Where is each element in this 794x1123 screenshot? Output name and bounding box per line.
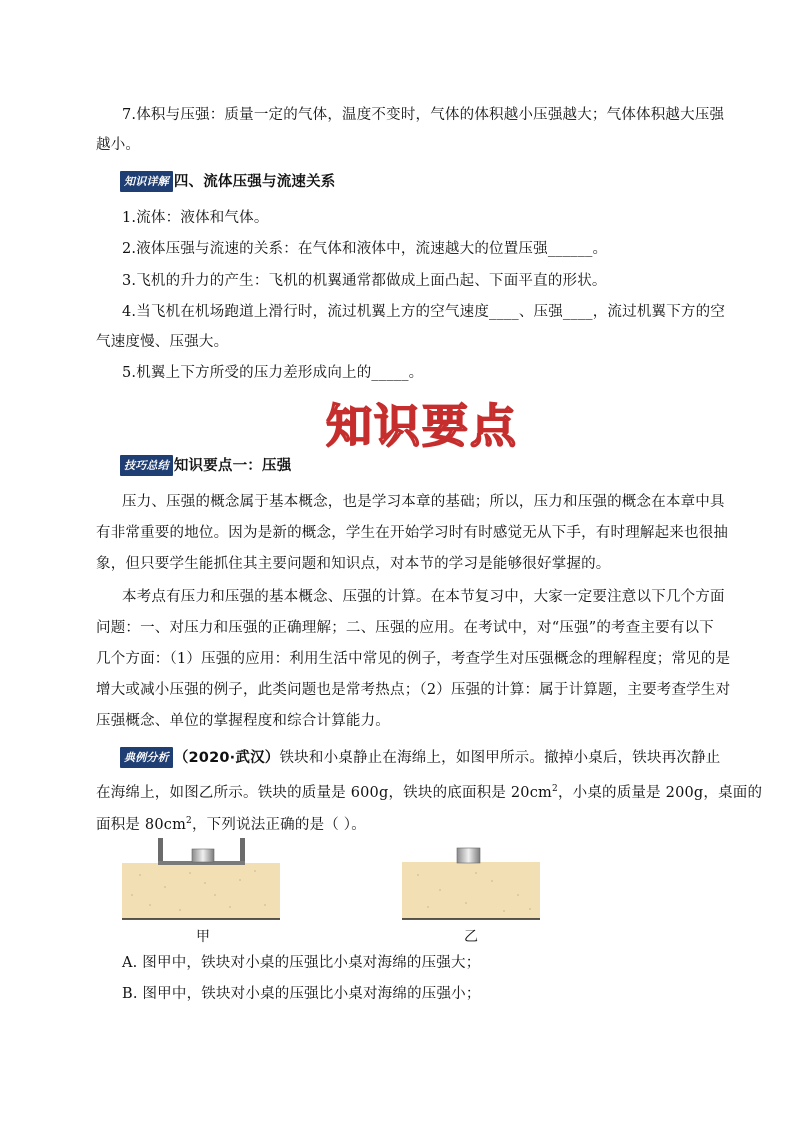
point1-p2-line4: 增大或减小压强的例子，此类问题也是常考热点；（2）压强的计算：属于计算题，主要考查学生对 — [96, 682, 731, 698]
figure-jia — [120, 835, 282, 925]
table-leg-left — [158, 838, 163, 864]
item7-line1: 7.体积与压强：质量一定的气体，温度不变时，气体的体积越小压强越大；气体体积越大压强 — [122, 107, 725, 123]
iron-block — [457, 848, 480, 863]
skill-summary-badge: 技巧总结 — [120, 455, 173, 476]
sponge — [402, 862, 540, 919]
section4-title: 四、流体压强与流速关系 — [173, 174, 336, 190]
point1-p1-line2: 有非常重要的地位。因为是新的概念，学生在开始学习时有时感觉无从下手，有时理解起来也很抽 — [96, 525, 729, 541]
example-source: （2020·武汉） — [173, 750, 280, 766]
example-analysis-badge: 典例分析 — [120, 747, 173, 768]
table-leg-right — [240, 838, 245, 864]
option-a: A. 图甲中，铁块对小桌的压强比小桌对海绵的压强大； — [122, 955, 481, 971]
example-line1 — [120, 746, 720, 768]
section4-item4-line2: 气速度慢、压强大。 — [96, 334, 229, 350]
point1-p1-line3: 象，但只要学生能抓住其主要问题和知识点，对本节的学习是能够很好掌握的。 — [96, 556, 611, 572]
figure-yi — [400, 845, 542, 925]
example-line3: 面积是 $80cm^2$，下列说法正确的是（ ）。 — [96, 816, 366, 833]
example-line2: 在海绵上，如图乙所示。铁块的质量是 600g，铁块的底面积是 $20cm^2$，小桌的质量是 200g，桌面的 — [96, 784, 763, 801]
sponge — [122, 863, 280, 919]
section4-item2: 2.液体压强与流速的关系：在气体和液体中，流速越大的位置压强______。 — [122, 241, 608, 257]
point1-p2-line3: 几个方面：（1）压强的应用：利用生活中常见的例子，考查学生对压强概念的理解程度；常见的是 — [96, 651, 731, 667]
section4-item4-line1: 4.当飞机在机场跑道上滑行时，流过机翼上方的空气速度____、压强____，流过机翼下方的空 — [122, 304, 726, 320]
knowledge-detail-badge: 知识详解 — [120, 171, 173, 192]
point1-p1-line1: 压力、压强的概念属于基本概念，也是学习本章的基础；所以，压力和压强的概念在本章中具 — [122, 494, 725, 510]
section4-item1: 1.流体：液体和气体。 — [122, 210, 269, 226]
figure-yi-label: 乙 — [464, 929, 478, 945]
point1-p2-line5: 压强概念、单位的掌握程度和综合计算能力。 — [96, 713, 390, 729]
section4-item3: 3.飞机的升力的产生：飞机的机翼通常都做成上面凸起、下面平直的形状。 — [122, 273, 607, 289]
option-b: B. 图甲中，铁块对小桌的压强比小桌对海绵的压强小； — [122, 986, 481, 1002]
section4-header — [120, 170, 336, 192]
point1-title: 知识要点一：压强 — [173, 458, 292, 474]
section4-item5: 5.机翼上下方所受的压力差形成向上的_____。 — [122, 365, 424, 381]
point1-p2-line2: 问题：一、对压力和压强的正确理解；二、压强的应用。在考试中，对“压强”的考查主要有以下 — [96, 620, 714, 636]
point1-header — [120, 454, 291, 476]
example-text-1: 铁块和小桌静止在海绵上，如图甲所示。撤掉小桌后，铁块再次静止 — [279, 750, 721, 766]
point1-p2-line1: 本考点有压力和压强的基本概念、压强的计算。在本节复习中，大家一定要注意以下几个方面 — [122, 589, 725, 605]
figure-jia-label: 甲 — [196, 929, 210, 945]
knowledge-points-heading: 知识要点 — [326, 399, 518, 453]
iron-block — [192, 849, 214, 862]
item7-line2: 越小。 — [96, 137, 141, 153]
